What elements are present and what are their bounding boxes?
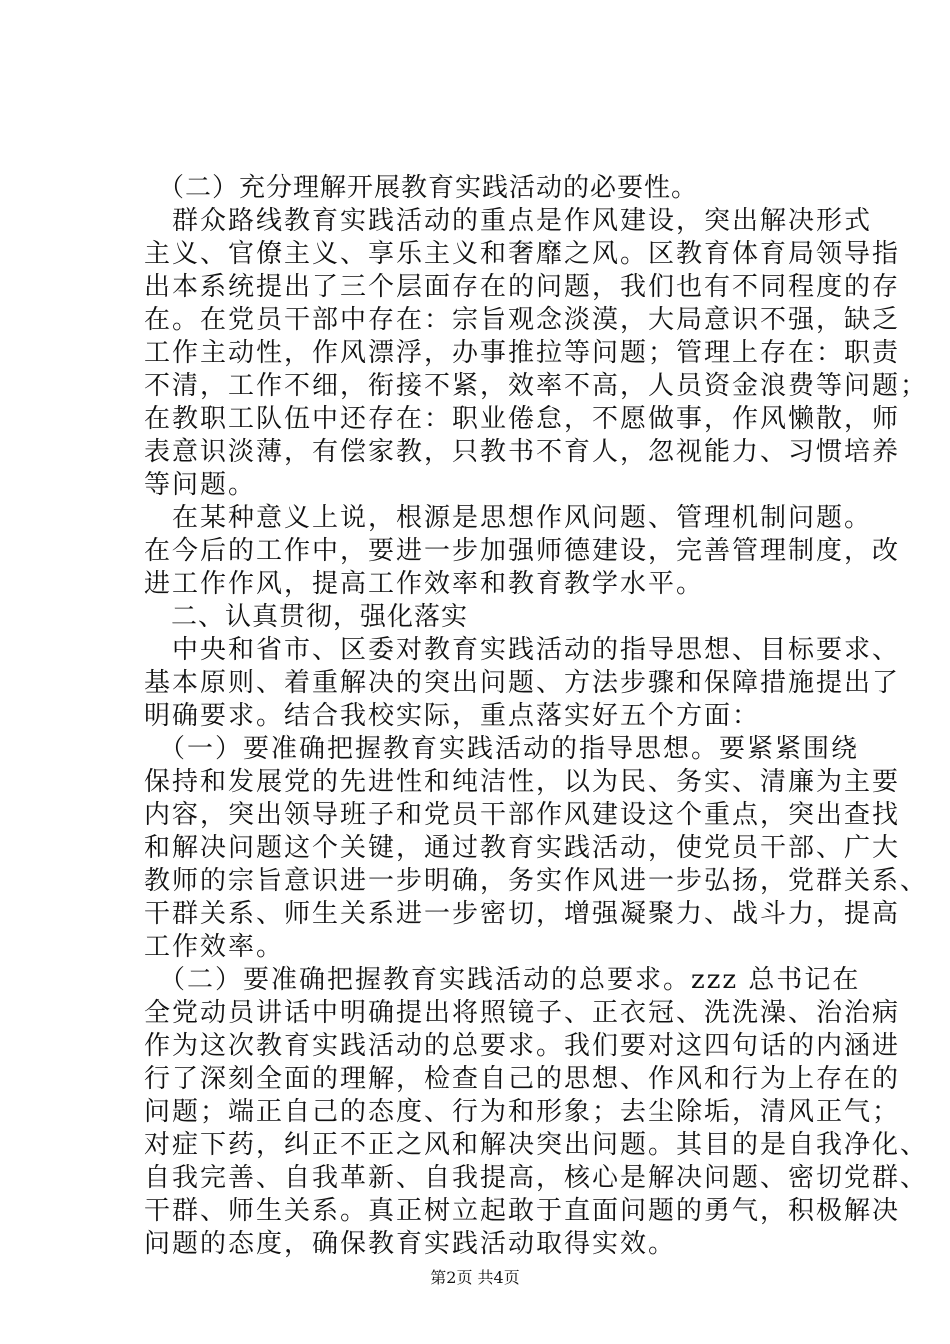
paragraph-section-heading-implement: [144, 601, 844, 634]
text-line: （一）要准确把握教育实践活动的指导思想。要紧紧围绕: [144, 734, 860, 764]
text-line: 明确要求。结合我校实际，重点落实好五个方面：: [144, 701, 761, 731]
text-line: 干群、师生关系。真正树立起敢于直面问题的勇气，积极解决: [144, 1196, 901, 1226]
text-line: 表意识淡薄，有偿家教，只教书不育人，忽视能力、习惯培养: [144, 437, 901, 467]
paragraph-paragraph-mass-line: [144, 205, 929, 502]
text-line: 干群关系、师生关系进一步密切，增强凝聚力、战斗力，提高: [144, 899, 901, 929]
text-line: 全党动员讲话中明确提出将照镜子、正衣冠、洗洗澡、治治病: [144, 998, 901, 1028]
text-line: 内容，突出领导班子和党员干部作风建设这个重点，突出查找: [144, 800, 901, 830]
text-line: 问题；端正自己的态度、行为和形象；去尘除垢，清风正气；: [144, 1097, 901, 1127]
paragraph-paragraph-general-requirements: [144, 964, 929, 1261]
text-line: 不清，工作不细，衔接不紧，效率不高，人员资金浪费等问题；: [144, 371, 929, 401]
text-line: 对症下药，纠正不正之风和解决突出问题。其目的是自我净化、: [144, 1130, 929, 1160]
text-line: 出本系统提出了三个层面存在的问题，我们也有不同程度的存: [144, 272, 901, 302]
text-line: 问题的态度，确保教育实践活动取得实效。: [144, 1229, 677, 1259]
text-line: 基本原则、着重解决的突出问题、方法步骤和保障措施提出了: [144, 668, 901, 698]
text-line: 中央和省市、区委对教育实践活动的指导思想、目标要求、: [144, 635, 901, 665]
text-line: 二、认真贯彻，强化落实: [144, 602, 469, 632]
text-line: 等问题。: [144, 470, 257, 500]
text-line: 保持和发展党的先进性和纯洁性，以为民、务实、清廉为主要: [144, 767, 901, 797]
text-line: 群众路线教育实践活动的重点是作风建设，突出解决形式: [144, 206, 873, 236]
text-line: （二）要准确把握教育实践活动的总要求。zzz 总书记在: [144, 965, 861, 995]
text-line: 进工作作风，提高工作效率和教育教学水平。: [144, 569, 705, 599]
paragraph-paragraph-central-requirements: [144, 634, 901, 733]
text-line: 在某种意义上说，根源是思想作风问题、管理机制问题。: [144, 503, 873, 533]
text-line: 工作效率。: [144, 932, 285, 962]
paragraph-paragraph-root-cause: [144, 502, 901, 601]
text-line: 在今后的工作中，要进一步加强师德建设，完善管理制度，改: [144, 536, 901, 566]
paragraph-paragraph-guiding-ideology: [144, 733, 929, 964]
page-footer: 第2页 共4页: [430, 1268, 520, 1287]
text-line: 教师的宗旨意识进一步明确，务实作风进一步弘扬，党群关系、: [144, 866, 929, 896]
text-line: 工作主动性，作风漂浮，办事推拉等问题；管理上存在：职责: [144, 338, 901, 368]
text-line: 行了深刻全面的理解，检查自己的思想、作风和行为上存在的: [144, 1064, 901, 1094]
text-line: 和解决问题这个关键，通过教育实践活动，使党员干部、广大: [144, 833, 901, 863]
text-line: 作为这次教育实践活动的总要求。我们要对这四句话的内涵进: [144, 1031, 901, 1061]
text-line: 在。在党员干部中存在：宗旨观念淡漠，大局意识不强，缺乏: [144, 305, 901, 335]
text-line: （二）充分理解开展教育实践活动的必要性。: [144, 173, 699, 203]
text-line: 自我完善、自我革新、自我提高，核心是解决问题、密切党群、: [144, 1163, 929, 1193]
document-body: [144, 172, 929, 1261]
paragraph-section-heading-necessity: [144, 172, 844, 205]
text-line: 主义、官僚主义、享乐主义和奢靡之风。区教育体育局领导指: [144, 239, 901, 269]
text-line: 在教职工队伍中还存在：职业倦怠，不愿做事，作风懒散，师: [144, 404, 901, 434]
